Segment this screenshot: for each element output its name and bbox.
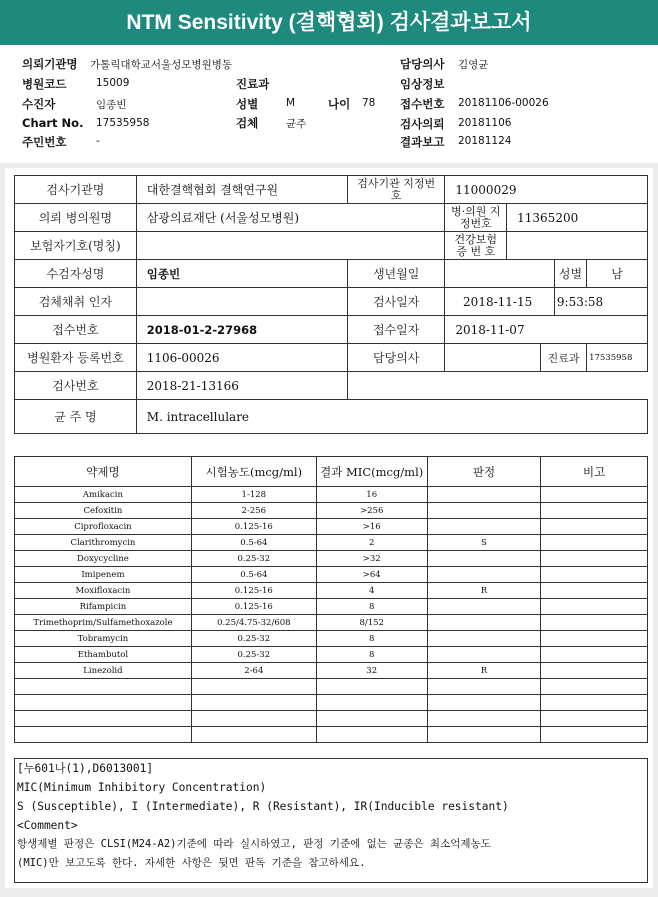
drug-row xyxy=(15,583,648,599)
receipt-date-label: 접수일자 xyxy=(347,316,444,344)
drug-note-cell xyxy=(541,583,648,599)
insured-value xyxy=(136,232,445,260)
drug-note-cell xyxy=(541,711,648,727)
drug-note-cell xyxy=(541,535,648,551)
receipt-label: 접수번호 xyxy=(15,316,137,344)
dept-label: 진료과 xyxy=(236,77,270,91)
drug-note-cell xyxy=(541,727,648,743)
drug-interp-cell: R xyxy=(427,583,541,599)
hospital-code-value: 15009 xyxy=(96,77,130,89)
drug-note-cell xyxy=(541,663,648,679)
drug-conc-cell: 0.25-32 xyxy=(191,551,316,567)
drug-mic-cell xyxy=(316,711,427,727)
drug-interp-cell xyxy=(427,679,541,695)
drug-conc-cell: 1-128 xyxy=(191,487,316,503)
drug-conc-cell: 0.5-64 xyxy=(191,567,316,583)
drug-conc-cell: 0.25/4.75-32/608 xyxy=(191,615,316,631)
strain-label: 균 주 명 xyxy=(15,400,137,434)
info-row-req-inst xyxy=(15,204,648,232)
specimen-value: 균주 xyxy=(286,118,307,130)
drug-name-cell: Amikacin xyxy=(15,487,192,503)
drug-conc-cell xyxy=(191,695,316,711)
id-no-value: - xyxy=(96,135,100,147)
drug-interp-cell xyxy=(427,567,541,583)
drug-mic-cell: 8 xyxy=(316,647,427,663)
drug-name-cell: Rifampicin xyxy=(15,599,192,615)
institution-value: 가톨릭대학교서울성모병원병동 xyxy=(90,59,233,71)
drug-name-cell xyxy=(15,727,192,743)
drug-conc-cell xyxy=(191,727,316,743)
drug-name-cell xyxy=(15,679,192,695)
drug-note-cell xyxy=(541,487,648,503)
chart-no-label: Chart No. xyxy=(22,116,84,130)
drug-name-cell: Doxycycline xyxy=(15,551,192,567)
test-date-value: 2018-11-15 xyxy=(445,288,555,316)
drug-row xyxy=(15,535,648,551)
lab-code-label: 검사기관 지정번호 xyxy=(347,176,444,204)
drug-note-cell xyxy=(541,503,648,519)
drug-interp-cell xyxy=(427,647,541,663)
collector-value xyxy=(136,288,347,316)
comment-interp-legend: S (Susceptible), I (Intermediate), R (Resistant), IR(Inducible resistant) xyxy=(17,800,509,813)
dept-label-cell: 진료과 xyxy=(540,344,586,372)
clinical-label: 임상정보 xyxy=(400,77,445,91)
drug-note-cell xyxy=(541,695,648,711)
hospital-code-label: 병원코드 xyxy=(22,77,67,91)
drug-conc-cell: 0.125-16 xyxy=(191,583,316,599)
receipt-no-value: 20181106-00026 xyxy=(458,97,549,109)
sex-label-cell: 성별 xyxy=(554,260,586,288)
drug-mic-cell xyxy=(316,695,427,711)
drug-interp-cell xyxy=(427,551,541,567)
drug-row xyxy=(15,631,648,647)
drug-interp-cell xyxy=(427,487,541,503)
doctor-label: 담당의사 xyxy=(400,57,445,71)
doctor-value: 김영균 xyxy=(458,59,489,71)
drug-interp-cell xyxy=(427,519,541,535)
drug-conc-cell: 2-64 xyxy=(191,663,316,679)
drug-note-cell xyxy=(541,631,648,647)
info-row-lab xyxy=(15,176,648,204)
drug-conc-cell: 0.125-16 xyxy=(191,519,316,535)
drug-susceptibility-table xyxy=(14,456,648,743)
lab-code-value: 11000029 xyxy=(445,176,648,204)
drug-note-cell xyxy=(541,615,648,631)
receipt-no-label: 접수번호 xyxy=(400,97,445,111)
drug-conc-cell: 0.5-64 xyxy=(191,535,316,551)
birth-label: 생년월일 xyxy=(347,260,444,288)
drug-note-cell xyxy=(541,647,648,663)
drug-interp-cell: S xyxy=(427,535,541,551)
info-row-reg xyxy=(15,344,648,372)
drug-interp-cell xyxy=(427,711,541,727)
drug-row xyxy=(15,647,648,663)
drug-mic-cell: 8 xyxy=(316,599,427,615)
drug-mic-cell xyxy=(316,679,427,695)
drug-row xyxy=(15,503,648,519)
doctor-value-cell xyxy=(445,344,541,372)
interp-header: 판정 xyxy=(427,457,541,487)
drug-mic-cell: >16 xyxy=(316,519,427,535)
test-time-value: 9:53:58 xyxy=(554,288,647,316)
comment-heading: <Comment> xyxy=(17,819,78,832)
drug-note-cell xyxy=(541,519,648,535)
sex-label: 성별 xyxy=(236,97,259,111)
drug-conc-cell: 2-256 xyxy=(191,503,316,519)
drug-row xyxy=(15,663,648,679)
drug-row xyxy=(15,711,648,727)
drug-mic-cell: >64 xyxy=(316,567,427,583)
insure-no-value xyxy=(507,232,648,260)
info-row-strain xyxy=(15,400,648,434)
info-row-insured xyxy=(15,232,648,260)
drug-name-cell: Linezolid xyxy=(15,663,192,679)
report-label: 결과보고 xyxy=(400,135,445,149)
drug-interp-cell xyxy=(427,695,541,711)
drug-header: 약제명 xyxy=(15,457,192,487)
name-label: 수검자성명 xyxy=(15,260,137,288)
drug-mic-cell: 4 xyxy=(316,583,427,599)
receipt-value: 2018-01-2-27968 xyxy=(136,316,347,344)
drug-interp-cell xyxy=(427,599,541,615)
drug-mic-cell: 2 xyxy=(316,535,427,551)
drug-mic-cell: 16 xyxy=(316,487,427,503)
drug-mic-cell: >32 xyxy=(316,551,427,567)
drug-conc-cell: 0.125-16 xyxy=(191,599,316,615)
request-date-value: 20181106 xyxy=(458,117,512,129)
receipt-date-value: 2018-11-07 xyxy=(445,316,648,344)
drug-name-cell xyxy=(15,711,192,727)
drug-note-cell xyxy=(541,599,648,615)
collector-label: 검체채취 인자 xyxy=(15,288,137,316)
drug-row xyxy=(15,599,648,615)
drug-interp-cell: R xyxy=(427,663,541,679)
info-row-receipt xyxy=(15,316,648,344)
chart-no-value: 17535958 xyxy=(96,117,150,129)
reg-label: 병원환자 등록번호 xyxy=(15,344,137,372)
drug-name-cell: Ethambutol xyxy=(15,647,192,663)
age-value: 78 xyxy=(362,97,376,109)
drug-mic-cell xyxy=(316,727,427,743)
drug-row xyxy=(15,487,648,503)
drug-conc-cell xyxy=(191,711,316,727)
drug-row xyxy=(15,695,648,711)
req-inst-label: 의뢰 병의원명 xyxy=(15,204,137,232)
req-code-value: 11365200 xyxy=(507,204,648,232)
specimen-label: 검체 xyxy=(236,116,259,130)
drug-interp-cell xyxy=(427,615,541,631)
drug-interp-cell xyxy=(427,727,541,743)
req-code-label: 병·의원 지정번호 xyxy=(445,204,507,232)
strain-value: M. intracellulare xyxy=(136,400,647,434)
insured-label: 보험자기호(명칭) xyxy=(15,232,137,260)
test-info-table xyxy=(14,175,648,434)
drug-interp-cell xyxy=(427,631,541,647)
request-label: 검사의뢰 xyxy=(400,117,445,131)
drug-mic-cell: 32 xyxy=(316,663,427,679)
drug-name-cell: Tobramycin xyxy=(15,631,192,647)
mic-header: 결과 MIC(mcg/ml) xyxy=(316,457,427,487)
drug-conc-cell xyxy=(191,679,316,695)
drug-note-cell xyxy=(541,567,648,583)
patient-label: 수진자 xyxy=(22,97,56,111)
req-inst-value: 삼광의료재단 (서울성모병원) xyxy=(136,204,445,232)
drug-mic-cell: 8 xyxy=(316,631,427,647)
comment-box xyxy=(14,758,648,883)
drug-row xyxy=(15,551,648,567)
lab-value: 대한결핵협회 결핵연구원 xyxy=(136,176,347,204)
id-no-label: 주민번호 xyxy=(22,135,67,149)
drug-table-header xyxy=(15,457,648,487)
exam-blank xyxy=(347,372,647,400)
drug-name-cell: Moxifloxacin xyxy=(15,583,192,599)
info-row-exam xyxy=(15,372,648,400)
comment-text-2: (MIC)만 보고도록 한다. 자세한 사항은 뒷면 판독 기준을 참고하세요. xyxy=(17,857,366,869)
drug-mic-cell: >256 xyxy=(316,503,427,519)
exam-no-label: 검사번호 xyxy=(15,372,137,400)
drug-note-cell xyxy=(541,551,648,567)
patient-value: 임종빈 xyxy=(96,99,127,111)
exam-no-value: 2018-21-13166 xyxy=(136,372,347,400)
sex-value-cell: 남 xyxy=(587,260,648,288)
drug-name-cell: Ciprofloxacin xyxy=(15,519,192,535)
drug-name-cell xyxy=(15,695,192,711)
drug-row xyxy=(15,615,648,631)
doctor-label-cell: 담당의사 xyxy=(347,344,444,372)
comment-code: [누601나(1),D6013001] xyxy=(17,762,154,775)
drug-mic-cell: 8/152 xyxy=(316,615,427,631)
age-label: 나이 xyxy=(328,97,351,111)
drug-interp-cell xyxy=(427,503,541,519)
dept-value-cell: 17535958 xyxy=(587,344,648,372)
drug-row xyxy=(15,519,648,535)
test-date-label: 검사일자 xyxy=(347,288,444,316)
drug-row xyxy=(15,679,648,695)
report-date-value: 20181124 xyxy=(458,135,512,147)
report-title: NTM Sensitivity (결핵협회) 검사결과보고서 xyxy=(0,0,658,45)
comment-text-1: 항생제별 판정은 CLSI(M24-A2)기준에 따라 실시하였고, 판정 기준에 없는 균종은 최소억제농도 xyxy=(17,838,491,850)
birth-value xyxy=(445,260,555,288)
drug-row xyxy=(15,727,648,743)
reg-value: 1106-00026 xyxy=(136,344,347,372)
drug-row xyxy=(15,567,648,583)
insure-no-label: 건강보험 증 번 호 xyxy=(445,232,507,260)
sex-value: M xyxy=(286,97,296,109)
drug-note-cell xyxy=(541,679,648,695)
drug-name-cell: Imipenem xyxy=(15,567,192,583)
drug-conc-cell: 0.25-32 xyxy=(191,647,316,663)
info-row-collector xyxy=(15,288,648,316)
comment-mic-definition: MIC(Minimum Inhibitory Concentration) xyxy=(17,781,267,794)
name-value: 임종빈 xyxy=(136,260,347,288)
drug-name-cell: Trimethoprim/Sulfamethoxazole xyxy=(15,615,192,631)
drug-name-cell: Cefoxitin xyxy=(15,503,192,519)
drug-name-cell: Clarithromycin xyxy=(15,535,192,551)
report-header xyxy=(0,45,658,163)
conc-header: 시험농도(mcg/ml) xyxy=(191,457,316,487)
institution-label: 의뢰기관명 xyxy=(22,57,78,71)
drug-conc-cell: 0.25-32 xyxy=(191,631,316,647)
lab-label: 검사기관명 xyxy=(15,176,137,204)
info-row-name xyxy=(15,260,648,288)
note-header: 비고 xyxy=(541,457,648,487)
